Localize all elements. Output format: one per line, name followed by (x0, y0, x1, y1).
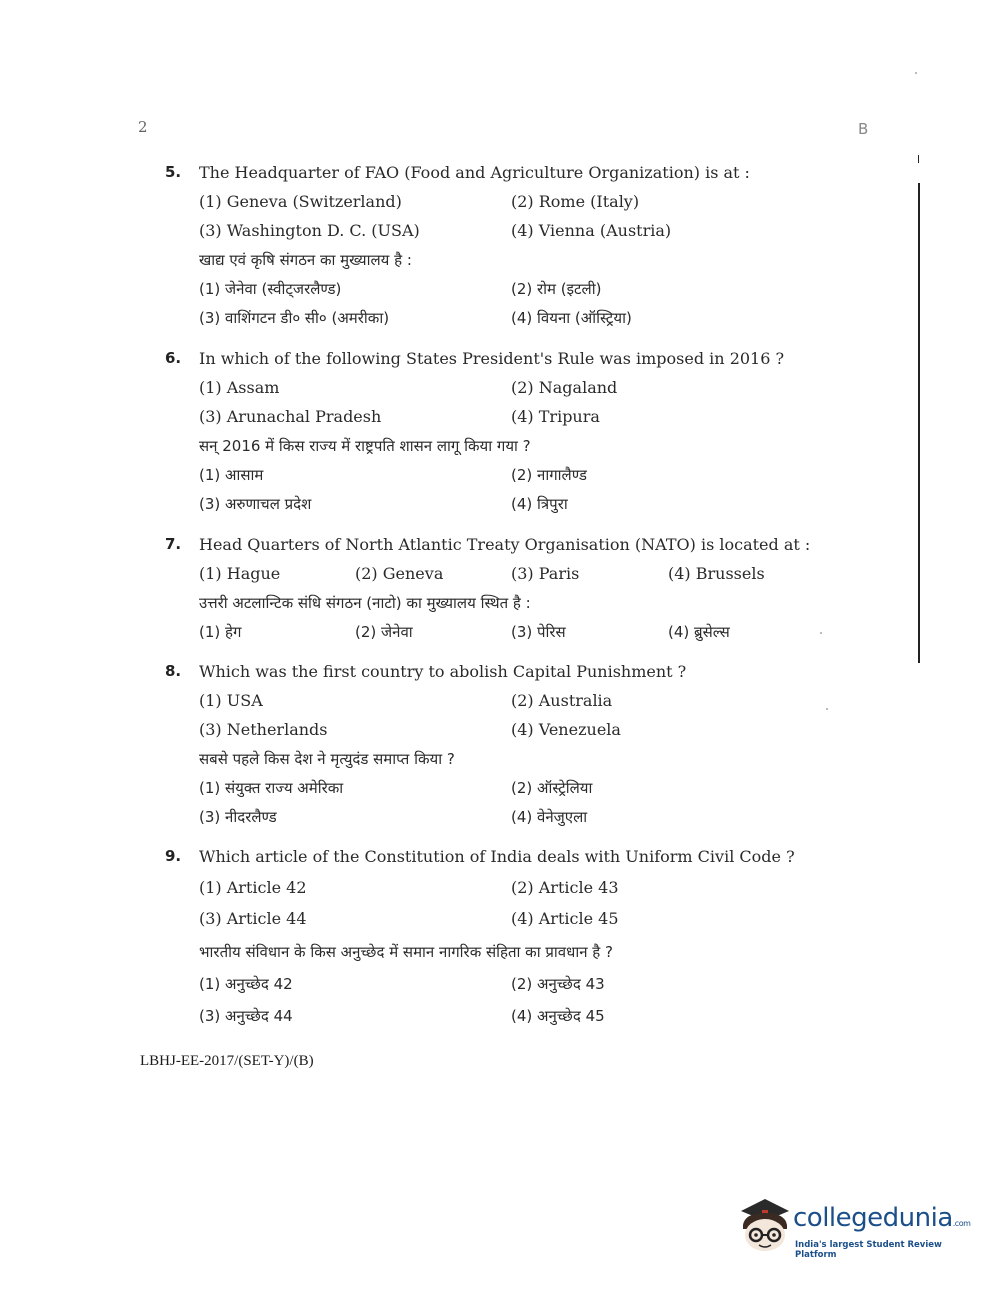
option-en: (1) Assam (199, 378, 280, 397)
question-number: 9. (165, 847, 182, 865)
option-hi: (3) पेरिस (511, 623, 566, 641)
question-text-en: The Headquarter of FAO (Food and Agriculture Organization) is at : (199, 163, 750, 182)
option-hi: (4) वियना (ऑस्ट्रिया) (511, 309, 632, 327)
option-en: (1) Geneva (Switzerland) (199, 192, 402, 211)
question-text-en: Which article of the Constitution of India deals with Uniform Civil Code ? (199, 847, 795, 866)
option-row (165, 909, 825, 942)
option-en: (3) Netherlands (199, 720, 328, 739)
option-row (165, 778, 825, 807)
option-row (165, 974, 825, 1006)
option-hi: (2) जेनेवा (355, 623, 413, 641)
question-text-hi: सन् 2016 में किस राज्य में राष्ट्रपति शासन लागू किया गया ? (199, 437, 531, 455)
option-hi: (1) जेनेवा (स्वीट्जरलैण्ड) (199, 280, 342, 298)
question-number: 7. (165, 535, 182, 553)
question-stem (165, 847, 825, 878)
question-number: 5. (165, 163, 182, 181)
question-text-hi: उत्तरी अटलान्टिक संधि संगठन (नाटो) का मुख्यालय स्थित है : (199, 594, 531, 612)
option-row (165, 878, 825, 909)
option-row (165, 465, 825, 494)
collegedunia-watermark (735, 1195, 971, 1265)
option-hi: (4) ब्रुसेल्स (668, 623, 730, 641)
option-en: (2) Article 43 (511, 878, 619, 897)
option-hi: (3) अरुणाचल प्रदेश (199, 495, 312, 513)
question-number: 6. (165, 349, 182, 367)
option-hi: (3) नीदरलैण्ड (199, 808, 277, 826)
option-hi: (2) अनुच्छेद 43 (511, 975, 605, 993)
option-hi: (4) वेनेजुएला (511, 808, 588, 826)
option-row (165, 691, 825, 720)
option-hi: (1) संयुक्त राज्य अमेरिका (199, 779, 344, 797)
option-en: (1) USA (199, 691, 263, 710)
option-row (165, 494, 825, 523)
question-stem-hi (165, 436, 825, 465)
scan-margin-line (918, 183, 920, 663)
question-stem (165, 349, 825, 378)
option-row (165, 720, 825, 749)
option-en: (4) Tripura (511, 407, 600, 426)
scan-speck (915, 72, 917, 74)
option-row (165, 279, 825, 308)
option-row (165, 807, 825, 836)
option-hi: (2) नागालैण्ड (511, 466, 587, 484)
question-text-hi: खाद्य एवं कृषि संगठन का मुख्यालय है : (199, 251, 412, 269)
option-row (165, 378, 825, 407)
question-stem-hi (165, 942, 825, 974)
question-5 (165, 163, 825, 337)
option-hi: (4) त्रिपुरा (511, 495, 568, 513)
option-row (165, 622, 825, 651)
option-en: (4) Venezuela (511, 720, 621, 739)
option-row (165, 192, 825, 221)
scan-margin-tick (918, 155, 919, 163)
question-7 (165, 535, 825, 651)
brand-tagline: India's largest Student Review Platform (795, 1240, 942, 1260)
option-hi: (4) अनुच्छेद 45 (511, 1007, 605, 1025)
paper-code: LBHJ-EE-2017/(SET-Y)/(B) (140, 1053, 314, 1069)
option-en: (3) Paris (511, 564, 580, 583)
question-text-en: Head Quarters of North Atlantic Treaty Organisation (NATO) is located at : (199, 535, 811, 554)
option-hi: (2) रोम (इटली) (511, 280, 602, 298)
option-en: (3) Article 44 (199, 909, 307, 928)
brand-name: collegedunia.com (793, 1203, 971, 1233)
question-text-hi: भारतीय संविधान के किस अनुच्छेद में समान नागरिक संहिता का प्रावधान है ? (199, 943, 614, 961)
option-en: (3) Arunachal Pradesh (199, 407, 382, 426)
question-stem-hi (165, 250, 825, 279)
option-en: (2) Rome (Italy) (511, 192, 640, 211)
option-en: (2) Geneva (355, 564, 444, 583)
question-text-en: Which was the first country to abolish Capital Punishment ? (199, 662, 687, 681)
scan-speck (826, 708, 828, 710)
page-number: 2 (138, 118, 148, 136)
question-stem-hi (165, 593, 825, 622)
set-letter: B (858, 120, 869, 138)
option-hi: (3) अनुच्छेद 44 (199, 1007, 293, 1025)
brand-domain: .com (952, 1219, 971, 1228)
option-hi: (3) वाशिंगटन डी० सी० (अमरीका) (199, 309, 390, 327)
option-hi: (2) ऑस्ट्रेलिया (511, 779, 593, 797)
option-en: (3) Washington D. C. (USA) (199, 221, 420, 240)
option-en: (4) Article 45 (511, 909, 619, 928)
question-text-hi: सबसे पहले किस देश ने मृत्युदंड समाप्त किया ? (199, 750, 455, 768)
option-en: (4) Brussels (668, 564, 765, 583)
option-en: (2) Australia (511, 691, 613, 710)
question-stem-hi (165, 749, 825, 778)
option-en: (2) Nagaland (511, 378, 618, 397)
question-9 (165, 847, 825, 1035)
option-hi: (1) आसाम (199, 466, 264, 484)
option-row (165, 308, 825, 337)
option-hi: (1) हेग (199, 623, 242, 641)
option-hi: (1) अनुच्छेद 42 (199, 975, 293, 993)
question-number: 8. (165, 662, 182, 680)
question-stem (165, 535, 825, 564)
option-row (165, 221, 825, 250)
option-row (165, 564, 825, 593)
question-stem (165, 662, 825, 691)
option-row (165, 1006, 825, 1035)
question-text-en: In which of the following States President's Rule was imposed in 2016 ? (199, 349, 785, 368)
option-en: (4) Vienna (Austria) (511, 221, 672, 240)
question-6 (165, 349, 825, 523)
option-en: (1) Hague (199, 564, 281, 583)
option-row (165, 407, 825, 436)
question-8 (165, 662, 825, 836)
student-mascot-icon (735, 1195, 793, 1257)
question-stem (165, 163, 825, 192)
option-en: (1) Article 42 (199, 878, 307, 897)
